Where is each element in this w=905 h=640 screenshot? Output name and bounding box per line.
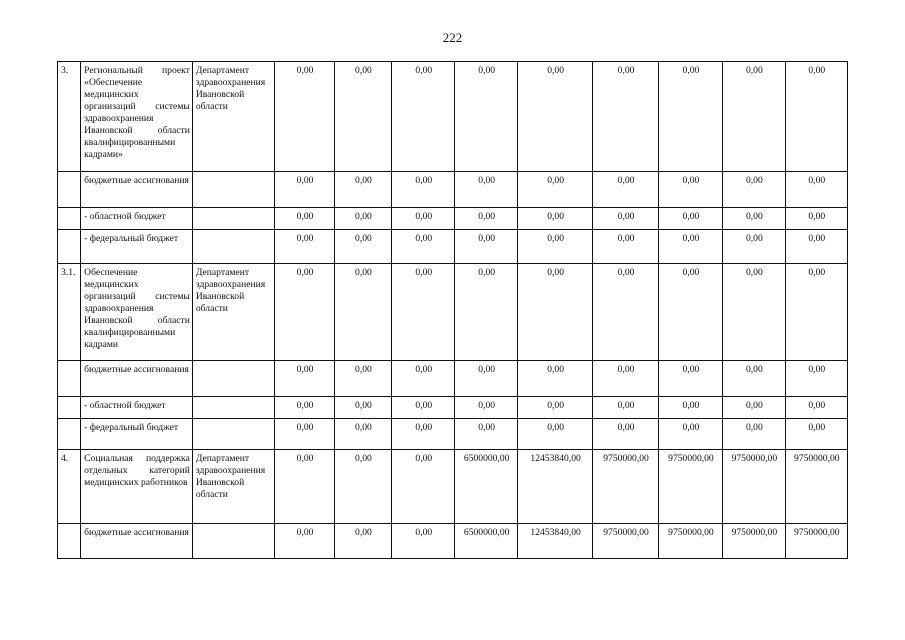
executor-cell	[192, 208, 275, 230]
executor-cell	[192, 230, 275, 264]
amount-cell: 0,00	[334, 62, 391, 172]
table-row	[58, 419, 848, 450]
amount-cell: 0,00	[392, 172, 455, 208]
executor-cell	[192, 361, 275, 397]
page-number: 222	[442, 30, 463, 45]
amount-cell: 0,00	[517, 419, 592, 450]
amount-cell: 0,00	[658, 361, 722, 397]
amount-cell: 0,00	[658, 208, 722, 230]
row-number-cell	[58, 208, 81, 230]
amount-cell: 0,00	[785, 361, 847, 397]
item-name-cell: - областной бюджет	[81, 208, 193, 230]
amount-cell: 0,00	[593, 419, 658, 450]
amount-cell: 0,00	[392, 230, 455, 264]
amount-cell: 0,00	[785, 419, 847, 450]
item-name-cell: - областной бюджет	[81, 397, 193, 419]
executor-cell: Департамент здравоохранения Ивановской области	[192, 62, 275, 172]
table-row	[58, 524, 848, 559]
amount-cell: 0,00	[455, 62, 517, 172]
row-number-cell	[58, 524, 81, 559]
amount-cell: 0,00	[785, 208, 847, 230]
table-row	[58, 208, 848, 230]
amount-cell: 0,00	[658, 264, 722, 361]
amount-cell: 0,00	[334, 230, 391, 264]
row-number-cell	[58, 397, 81, 419]
amount-cell: 0,00	[658, 419, 722, 450]
item-name-cell: - федеральный бюджет	[81, 230, 193, 264]
amount-cell: 0,00	[785, 264, 847, 361]
amount-cell: 0,00	[593, 62, 658, 172]
amount-cell: 0,00	[455, 419, 517, 450]
amount-cell: 0,00	[785, 172, 847, 208]
amount-cell: 0,00	[517, 230, 592, 264]
table-row	[58, 450, 848, 524]
amount-cell: 0,00	[392, 419, 455, 450]
amount-cell: 0,00	[275, 450, 334, 524]
row-number-cell	[58, 361, 81, 397]
item-name-cell: бюджетные ассигнования	[81, 172, 193, 208]
row-number-cell	[58, 230, 81, 264]
amount-cell: 9750000,00	[785, 524, 847, 559]
executor-cell: Департамент здравоохранения Ивановской области	[192, 450, 275, 524]
amount-cell: 0,00	[275, 172, 334, 208]
amount-cell: 0,00	[658, 230, 722, 264]
amount-cell: 0,00	[658, 62, 722, 172]
executor-cell	[192, 172, 275, 208]
item-name-cell: Социальная поддержка отдельных категорий медицинских работников	[81, 450, 193, 524]
amount-cell: 0,00	[334, 450, 391, 524]
table-row	[58, 172, 848, 208]
amount-cell: 0,00	[275, 264, 334, 361]
amount-cell: 0,00	[658, 172, 722, 208]
amount-cell: 0,00	[723, 172, 785, 208]
amount-cell: 0,00	[785, 62, 847, 172]
table-row	[58, 264, 848, 361]
amount-cell: 0,00	[392, 208, 455, 230]
amount-cell: 0,00	[455, 361, 517, 397]
item-name-cell: бюджетные ассигнования	[81, 361, 193, 397]
amount-cell: 0,00	[593, 208, 658, 230]
executor-cell	[192, 419, 275, 450]
amount-cell: 0,00	[275, 62, 334, 172]
amount-cell: 0,00	[593, 230, 658, 264]
amount-cell: 0,00	[392, 450, 455, 524]
item-name-cell: Обеспечение медицинских организаций системы здравоохранения Ивановской области квалифицированными кадрами	[81, 264, 193, 361]
amount-cell: 0,00	[455, 264, 517, 361]
amount-cell: 0,00	[517, 62, 592, 172]
row-number-cell	[58, 172, 81, 208]
amount-cell: 6500000,00	[455, 524, 517, 559]
amount-cell: 0,00	[658, 397, 722, 419]
amount-cell: 0,00	[723, 208, 785, 230]
amount-cell: 0,00	[517, 397, 592, 419]
row-number-cell: 3.1.	[58, 264, 81, 361]
amount-cell: 9750000,00	[658, 524, 722, 559]
amount-cell: 9750000,00	[723, 524, 785, 559]
amount-cell: 9750000,00	[785, 450, 847, 524]
amount-cell: 0,00	[334, 524, 391, 559]
amount-cell: 0,00	[334, 172, 391, 208]
amount-cell: 0,00	[334, 419, 391, 450]
amount-cell: 0,00	[723, 419, 785, 450]
amount-cell: 0,00	[334, 397, 391, 419]
table-row	[58, 397, 848, 419]
amount-cell: 0,00	[275, 361, 334, 397]
amount-cell: 0,00	[455, 208, 517, 230]
amount-cell: 0,00	[334, 361, 391, 397]
amount-cell: 0,00	[593, 397, 658, 419]
amount-cell: 0,00	[275, 524, 334, 559]
amount-cell: 0,00	[392, 524, 455, 559]
item-name-cell: бюджетные ассигнования	[81, 524, 193, 559]
executor-cell	[192, 397, 275, 419]
table-row	[58, 361, 848, 397]
amount-cell: 0,00	[334, 208, 391, 230]
budget-table	[57, 61, 848, 559]
amount-cell: 0,00	[392, 361, 455, 397]
executor-cell	[192, 524, 275, 559]
item-name-cell: - федеральный бюджет	[81, 419, 193, 450]
amount-cell: 9750000,00	[658, 450, 722, 524]
amount-cell: 9750000,00	[593, 524, 658, 559]
amount-cell: 0,00	[723, 230, 785, 264]
amount-cell: 0,00	[723, 361, 785, 397]
amount-cell: 0,00	[785, 397, 847, 419]
amount-cell: 0,00	[275, 208, 334, 230]
amount-cell: 0,00	[275, 230, 334, 264]
amount-cell: 0,00	[517, 264, 592, 361]
amount-cell: 6500000,00	[455, 450, 517, 524]
amount-cell: 0,00	[723, 264, 785, 361]
amount-cell: 0,00	[392, 62, 455, 172]
amount-cell: 0,00	[275, 419, 334, 450]
row-number-cell: 3.	[58, 62, 81, 172]
amount-cell: 0,00	[785, 230, 847, 264]
table-row	[58, 230, 848, 264]
amount-cell: 9750000,00	[723, 450, 785, 524]
row-number-cell: 4.	[58, 450, 81, 524]
item-name-cell: Региональный проект «Обеспечение медицинских организаций системы здравоохранения Ивановской области квалифицированными кадрами»	[81, 62, 193, 172]
amount-cell: 0,00	[517, 208, 592, 230]
amount-cell: 0,00	[723, 397, 785, 419]
amount-cell: 0,00	[517, 172, 592, 208]
row-number-cell	[58, 419, 81, 450]
amount-cell: 12453840,00	[517, 450, 592, 524]
amount-cell: 0,00	[275, 397, 334, 419]
amount-cell: 0,00	[392, 397, 455, 419]
executor-cell: Департамент здравоохранения Ивановской области	[192, 264, 275, 361]
amount-cell: 0,00	[455, 230, 517, 264]
amount-cell: 0,00	[593, 172, 658, 208]
amount-cell: 0,00	[455, 172, 517, 208]
amount-cell: 0,00	[593, 361, 658, 397]
amount-cell: 0,00	[455, 397, 517, 419]
amount-cell: 0,00	[517, 361, 592, 397]
amount-cell: 0,00	[392, 264, 455, 361]
table-row	[58, 62, 848, 172]
amount-cell: 0,00	[723, 62, 785, 172]
amount-cell: 9750000,00	[593, 450, 658, 524]
amount-cell: 0,00	[334, 264, 391, 361]
amount-cell: 12453840,00	[517, 524, 592, 559]
amount-cell: 0,00	[593, 264, 658, 361]
